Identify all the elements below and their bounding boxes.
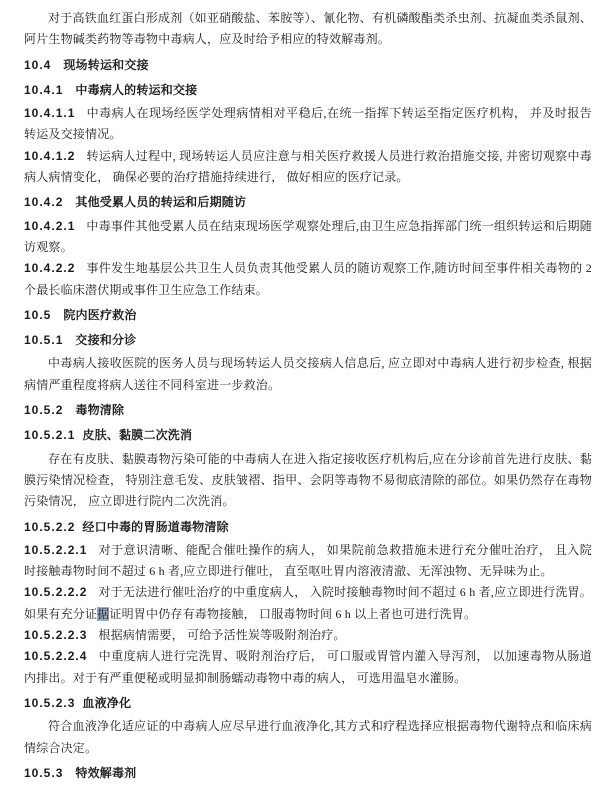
clause-number: 10.5.2.2.4 [24, 649, 88, 664]
heading-10-5-2-2 [24, 517, 592, 538]
clause-text: 中毒病人在现场经医学处理病情相对平稳后,在统一指挥下转运至指定医疗机构， 并及时报告转运及交接情况。 [24, 106, 592, 142]
clause-number: 10.4.2.2 [24, 261, 76, 276]
heading-10-5-2-1 [24, 425, 592, 446]
clause-number: 10.4.2.1 [24, 218, 76, 233]
clause-text: 中毒事件其他受累人员在结束现场医学观察处理后,由卫生应急指挥部门统一组织转运和后期随访观察。 [24, 218, 592, 254]
heading-number: 10.4 [24, 57, 52, 72]
heading-number: 10.5.3 [24, 765, 64, 780]
clause-number: 10.5.2.2.1 [24, 542, 88, 557]
clause-10-4-1-2 [24, 146, 592, 189]
paragraph-skin-decontamination: 存在有皮肤、黏膜毒物污染可能的中毒病人在进入指定接收医疗机构后,应在分诊前首先进行皮肤、黏膜污染情况检查， 特别注意毛发、皮肤皱褶、指甲、会阴等毒物不易彻底清除的部位。如果仍然存在毒物污染情况， 应立即进行院内二次洗消。 [24, 451, 592, 509]
heading-title: 交接和分诊 [75, 333, 137, 348]
heading-number: 10.5.2 [24, 403, 64, 418]
clause-10-5-2-2-4 [24, 646, 592, 689]
heading-number: 10.5.2.2 [24, 519, 76, 534]
heading-title: 皮肤、黏膜二次洗消 [82, 428, 193, 443]
clause-10-4-2-2 [24, 258, 592, 301]
heading-title: 经口中毒的胃肠道毒物清除 [82, 519, 229, 534]
heading-title: 院内医疗救治 [63, 307, 137, 322]
clause-text: 中重度病人进行完洗胃、吸附剂治疗后， 可口服或胃管内灌入导泻剂， 以加速毒物从肠道内排出。对于有严重便秘或明显抑制肠蠕动毒物中毒的病人， 可选用温皂水灌肠。 [24, 649, 592, 685]
heading-title: 其他受累人员的转运和后期随访 [75, 195, 247, 210]
heading-title: 中毒病人的转运和交接 [75, 82, 198, 97]
heading-title: 血液净化 [82, 695, 132, 710]
heading-title: 现场转运和交接 [63, 57, 149, 72]
heading-number: 10.4.2 [24, 195, 64, 210]
heading-10-5-3 [24, 763, 592, 784]
heading-number: 10.5.2.1 [24, 428, 76, 443]
paragraph-triage: 中毒病人接收医院的医务人员与现场转运人员交接病人信息后, 应立即对中毒病人进行初步检查, 根据病情严重程度将病人送往不同科室进一步救治。 [24, 356, 592, 392]
paragraph-antidote-intro: 对于高铁血红蛋白形成剂（如亚硝酸盐、苯胺等）、氰化物、有机磷酸酯类杀虫剂、抗凝血类杀鼠剂、阿片生物碱类药物等毒物中毒病人，应及时给予相应的特效解毒剂。 [24, 11, 592, 47]
heading-title: 特效解毒剂 [75, 765, 137, 780]
clause-10-5-2-2-1 [24, 540, 592, 583]
clause-10-5-2-2-2 [24, 582, 592, 625]
heading-10-5-1 [24, 330, 592, 351]
clause-text: 转运病人过程中, 现场转运人员应注意与相关医疗救援人员进行救治措施交接, 并密切观察中毒病人病情变化， 确保必要的治疗措施持续进行， 做好相应的医疗记录。 [24, 148, 592, 185]
clause-number: 10.5.2.2.3 [24, 628, 88, 643]
heading-10-4 [24, 55, 592, 76]
clause-number: 10.4.1.1 [24, 106, 76, 121]
heading-number: 10.5 [24, 307, 52, 322]
clause-text: 证明胃中仍存有毒物接触， 口服毒物时间 6 h 以上者也可进行洗胃。 [109, 606, 477, 621]
clause-10-4-2-1 [24, 216, 592, 259]
heading-10-4-2 [24, 192, 592, 213]
heading-title: 毒物清除 [75, 403, 125, 418]
clause-number: 10.5.2.2.2 [24, 585, 88, 600]
heading-10-4-1 [24, 80, 592, 101]
selected-character: 据 [97, 606, 110, 621]
heading-10-5-2 [24, 400, 592, 421]
clause-10-4-1-1 [24, 103, 592, 146]
clause-text: 对于意识清晰、能配合催吐操作的病人， 如果院前急救措施未进行充分催吐治疗， 且入院时接触毒物时间不超过 6 h 者,应立即进行催吐， 直至呕吐胃内溶液清澈、无浑浊物、无异味为止。 [24, 542, 592, 579]
clause-text: 根据病情需要， 可给予活性炭等吸附剂治疗。 [98, 628, 346, 643]
clause-10-5-2-2-3 [24, 625, 592, 646]
heading-number: 10.5.2.3 [24, 695, 76, 710]
heading-10-5 [24, 305, 592, 326]
heading-number: 10.4.1 [24, 82, 64, 97]
heading-10-5-2-3 [24, 693, 592, 714]
clause-number: 10.4.1.2 [24, 148, 76, 163]
clause-text: 对于无法进行催吐治疗的中重度病人， 入院时接触毒物时间不超过 6 h 者,应立即进行洗胃。如果有充分证 [24, 585, 592, 621]
paragraph-blood-purification: 符合血液净化适应证的中毒病人应尽早进行血液净化,其方式和疗程选择应根据毒物代谢特点和临床病情综合决定。 [24, 719, 592, 755]
clause-text: 事件发生地基层公共卫生人员负责其他受累人员的随访观察工作,随访时间至事件相关毒物的 2 个最长临床潜伏期或事件卫生应急工作结束。 [24, 261, 592, 297]
heading-number: 10.5.1 [24, 333, 64, 348]
